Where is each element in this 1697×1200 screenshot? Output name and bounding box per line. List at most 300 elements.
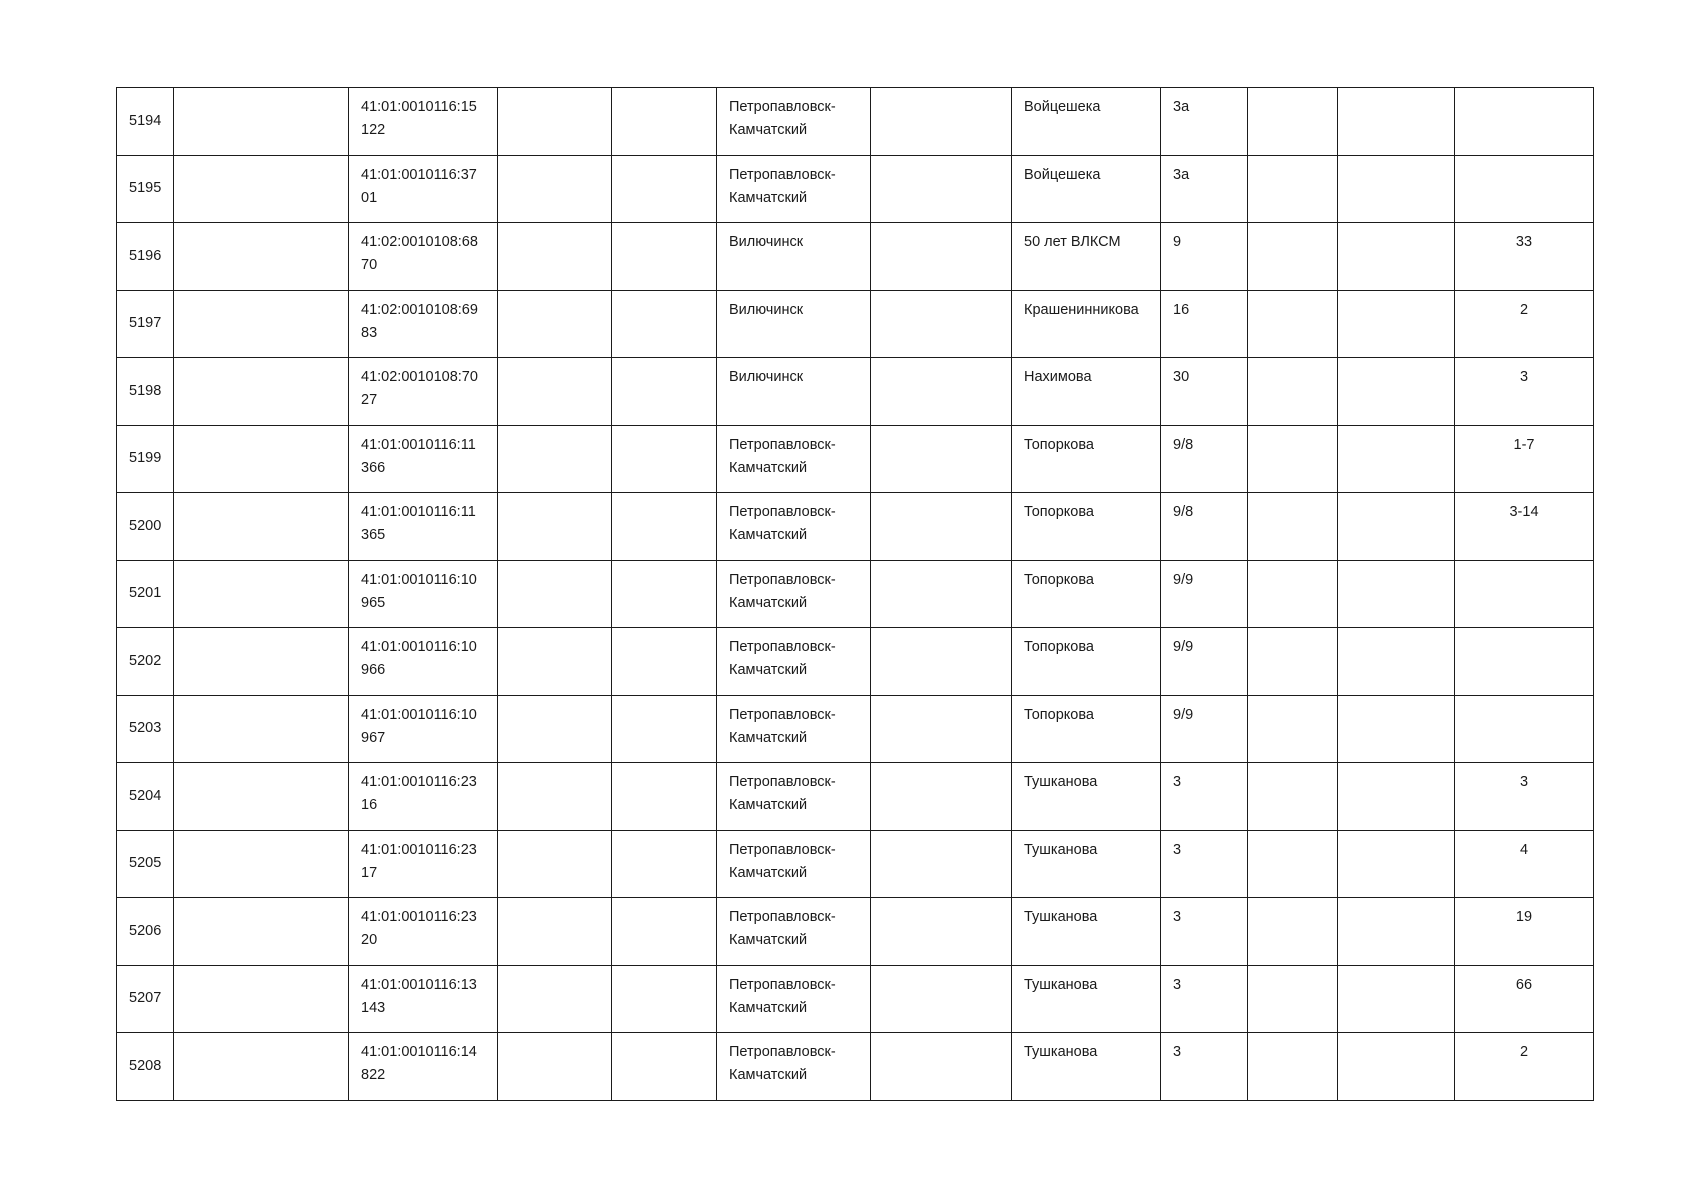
house-cell xyxy=(1161,763,1248,831)
apartment-cell xyxy=(1455,695,1594,763)
empty-cell xyxy=(174,358,349,426)
city-cell xyxy=(717,425,871,493)
house-number: 3а xyxy=(1173,99,1190,115)
city-line-1: Вилючинск xyxy=(729,301,804,318)
apartment-cell xyxy=(1455,223,1594,291)
city-cell xyxy=(717,763,871,831)
record-number: 5200 xyxy=(129,517,162,534)
empty-cell xyxy=(871,628,1012,696)
street-name: Тушканова xyxy=(1024,841,1098,858)
house-cell xyxy=(1161,425,1248,493)
apartment-number: 4 xyxy=(1519,841,1529,858)
record-number-cell xyxy=(117,695,174,763)
record-number-cell xyxy=(117,155,174,223)
street-name: Тушканова xyxy=(1024,976,1098,993)
empty-cell xyxy=(1338,290,1455,358)
apartment-cell xyxy=(1455,1033,1594,1101)
record-number: 5206 xyxy=(129,922,162,939)
empty-cell xyxy=(174,560,349,628)
cadastral-number-line-1: 41:01:0010116:37 xyxy=(361,166,477,183)
street-cell xyxy=(1012,830,1161,898)
cadastral-number-line-2: 27 xyxy=(361,392,378,408)
city-line-2: Камчатский xyxy=(729,459,808,476)
empty-cell xyxy=(871,155,1012,223)
empty-cell xyxy=(871,560,1012,628)
cadastral-number-cell xyxy=(349,493,498,561)
cadastral-number-cell xyxy=(349,290,498,358)
empty-cell xyxy=(174,830,349,898)
city-line-1: Петропавловск- xyxy=(729,841,836,858)
empty-cell xyxy=(1248,88,1338,156)
record-number-cell xyxy=(117,1033,174,1101)
apartment-cell xyxy=(1455,628,1594,696)
record-number: 5198 xyxy=(129,382,162,399)
city-line-1: Вилючинск xyxy=(729,234,804,250)
street-cell xyxy=(1012,965,1161,1033)
city-cell xyxy=(717,628,871,696)
house-cell xyxy=(1161,155,1248,223)
cadastral-number-line-1: 41:01:0010116:10 xyxy=(361,639,477,655)
city-cell xyxy=(717,898,871,966)
cadastral-number-line-2: 122 xyxy=(361,122,386,138)
city-line-2: Камчатский xyxy=(729,864,808,881)
empty-cell xyxy=(498,560,612,628)
street-name: Крашенинникова xyxy=(1024,301,1139,318)
cadastral-number-cell xyxy=(349,763,498,831)
street-cell xyxy=(1012,898,1161,966)
street-cell xyxy=(1012,560,1161,628)
empty-cell xyxy=(612,223,717,291)
city-line-2: Камчатский xyxy=(729,662,808,678)
house-cell xyxy=(1161,223,1248,291)
record-number: 5201 xyxy=(129,585,162,602)
empty-cell xyxy=(1248,155,1338,223)
table-body xyxy=(117,88,1594,1101)
cadastral-number-cell xyxy=(349,695,498,763)
cadastral-number-cell xyxy=(349,1033,498,1101)
record-number: 5204 xyxy=(129,787,162,804)
apartment-number: 3-14 xyxy=(1509,504,1539,520)
table-row xyxy=(117,965,1594,1033)
empty-cell xyxy=(1338,763,1455,831)
city-line-1: Петропавловск- xyxy=(729,436,836,453)
table-row xyxy=(117,425,1594,493)
table-row xyxy=(117,88,1594,156)
empty-cell xyxy=(498,290,612,358)
empty-cell xyxy=(1338,155,1455,223)
city-line-2: Камчатский xyxy=(729,594,808,611)
empty-cell xyxy=(612,560,717,628)
empty-cell xyxy=(174,425,349,493)
cadastral-number-line-2: 365 xyxy=(361,527,386,543)
table-row xyxy=(117,763,1594,831)
empty-cell xyxy=(612,88,717,156)
empty-cell xyxy=(174,493,349,561)
apartment-cell xyxy=(1455,965,1594,1033)
record-number-cell xyxy=(117,763,174,831)
apartment-cell xyxy=(1455,155,1594,223)
cadastral-number-line-1: 41:01:0010116:15 xyxy=(361,99,477,115)
house-number: 9/9 xyxy=(1173,706,1194,723)
street-cell xyxy=(1012,88,1161,156)
empty-cell xyxy=(871,830,1012,898)
city-line-1: Петропавловск- xyxy=(729,639,836,655)
house-number: 9/8 xyxy=(1173,504,1194,520)
empty-cell xyxy=(612,155,717,223)
empty-cell xyxy=(871,965,1012,1033)
records-table xyxy=(116,87,1594,1101)
empty-cell xyxy=(1338,965,1455,1033)
house-number: 3 xyxy=(1173,1044,1182,1060)
city-line-2: Камчатский xyxy=(729,1067,808,1083)
cadastral-number-cell xyxy=(349,425,498,493)
empty-cell xyxy=(498,1033,612,1101)
cadastral-number-line-1: 41:01:0010116:23 xyxy=(361,841,477,858)
house-number: 3 xyxy=(1173,976,1182,993)
cadastral-number-line-2: 70 xyxy=(361,257,378,273)
empty-cell xyxy=(174,628,349,696)
house-number: 30 xyxy=(1173,369,1190,385)
house-number: 3а xyxy=(1173,166,1190,183)
record-number: 5202 xyxy=(129,652,162,669)
apartment-cell xyxy=(1455,358,1594,426)
cadastral-number-line-1: 41:02:0010108:68 xyxy=(361,234,478,250)
apartment-number: 19 xyxy=(1515,909,1533,925)
city-line-2: Камчатский xyxy=(729,122,808,138)
table-row xyxy=(117,1033,1594,1101)
street-name: Тушканова xyxy=(1024,774,1098,790)
empty-cell xyxy=(174,898,349,966)
city-cell xyxy=(717,965,871,1033)
house-cell xyxy=(1161,830,1248,898)
record-number-cell xyxy=(117,965,174,1033)
empty-cell xyxy=(174,290,349,358)
record-number: 5197 xyxy=(129,315,162,332)
table-row xyxy=(117,358,1594,426)
cadastral-number-cell xyxy=(349,965,498,1033)
house-number: 3 xyxy=(1173,774,1182,790)
empty-cell xyxy=(1248,1033,1338,1101)
empty-cell xyxy=(498,223,612,291)
cadastral-number-line-2: 20 xyxy=(361,932,378,948)
city-cell xyxy=(717,1033,871,1101)
cadastral-number-line-2: 822 xyxy=(361,1067,386,1083)
empty-cell xyxy=(871,695,1012,763)
house-number: 9/9 xyxy=(1173,639,1194,655)
street-cell xyxy=(1012,425,1161,493)
empty-cell xyxy=(871,358,1012,426)
empty-cell xyxy=(1338,425,1455,493)
cadastral-number-line-1: 41:02:0010108:70 xyxy=(361,369,478,385)
cadastral-number-cell xyxy=(349,830,498,898)
empty-cell xyxy=(612,830,717,898)
cadastral-number-line-2: 01 xyxy=(361,189,378,206)
empty-cell xyxy=(1248,493,1338,561)
city-cell xyxy=(717,223,871,291)
record-number: 5208 xyxy=(129,1057,162,1074)
street-cell xyxy=(1012,628,1161,696)
cadastral-number-cell xyxy=(349,223,498,291)
city-line-1: Петропавловск- xyxy=(729,1044,836,1060)
empty-cell xyxy=(498,493,612,561)
record-number: 5203 xyxy=(129,720,162,737)
table-row xyxy=(117,493,1594,561)
empty-cell xyxy=(498,628,612,696)
street-cell xyxy=(1012,493,1161,561)
empty-cell xyxy=(498,88,612,156)
table-row xyxy=(117,560,1594,628)
street-name: Топоркова xyxy=(1024,504,1094,520)
cadastral-number-cell xyxy=(349,155,498,223)
house-cell xyxy=(1161,898,1248,966)
city-line-2: Камчатский xyxy=(729,797,808,813)
cadastral-number-line-2: 366 xyxy=(361,459,386,476)
record-number-cell xyxy=(117,223,174,291)
empty-cell xyxy=(612,358,717,426)
city-line-1: Петропавловск- xyxy=(729,571,836,588)
street-name: Топоркова xyxy=(1024,436,1094,453)
table-row xyxy=(117,290,1594,358)
empty-cell xyxy=(871,493,1012,561)
city-line-1: Петропавловск- xyxy=(729,909,836,925)
empty-cell xyxy=(1338,223,1455,291)
empty-cell xyxy=(612,628,717,696)
empty-cell xyxy=(871,763,1012,831)
empty-cell xyxy=(498,695,612,763)
empty-cell xyxy=(174,965,349,1033)
house-cell xyxy=(1161,628,1248,696)
record-number: 5205 xyxy=(129,855,162,872)
apartment-number: 2 xyxy=(1519,301,1529,318)
street-name: Топоркова xyxy=(1024,639,1094,655)
cadastral-number-line-2: 967 xyxy=(361,729,386,746)
street-name: Топоркова xyxy=(1024,571,1094,588)
cadastral-number-line-1: 41:01:0010116:11 xyxy=(361,436,476,453)
record-number-cell xyxy=(117,628,174,696)
empty-cell xyxy=(1338,898,1455,966)
city-line-2: Камчатский xyxy=(729,999,808,1016)
empty-cell xyxy=(612,898,717,966)
city-line-2: Камчатский xyxy=(729,729,808,746)
apartment-cell xyxy=(1455,425,1594,493)
empty-cell xyxy=(612,290,717,358)
house-cell xyxy=(1161,493,1248,561)
record-number: 5196 xyxy=(129,247,162,264)
cadastral-number-cell xyxy=(349,358,498,426)
cadastral-number-cell xyxy=(349,88,498,156)
street-cell xyxy=(1012,290,1161,358)
cadastral-number-line-1: 41:01:0010116:10 xyxy=(361,571,477,588)
cadastral-number-line-1: 41:02:0010108:69 xyxy=(361,301,478,318)
city-cell xyxy=(717,493,871,561)
empty-cell xyxy=(612,763,717,831)
empty-cell xyxy=(612,965,717,1033)
empty-cell xyxy=(174,1033,349,1101)
empty-cell xyxy=(1248,965,1338,1033)
city-cell xyxy=(717,155,871,223)
empty-cell xyxy=(1338,560,1455,628)
house-cell xyxy=(1161,1033,1248,1101)
empty-cell xyxy=(871,223,1012,291)
apartment-cell xyxy=(1455,830,1594,898)
house-cell xyxy=(1161,358,1248,426)
empty-cell xyxy=(612,1033,717,1101)
city-line-1: Петропавловск- xyxy=(729,504,836,520)
record-number: 5199 xyxy=(129,450,162,467)
street-cell xyxy=(1012,223,1161,291)
house-cell xyxy=(1161,965,1248,1033)
apartment-cell xyxy=(1455,898,1594,966)
apartment-number: 1-7 xyxy=(1513,436,1535,453)
street-cell xyxy=(1012,763,1161,831)
house-cell xyxy=(1161,88,1248,156)
house-cell xyxy=(1161,290,1248,358)
street-name: Нахимова xyxy=(1024,369,1092,385)
empty-cell xyxy=(174,88,349,156)
house-number: 3 xyxy=(1173,909,1182,925)
empty-cell xyxy=(1248,695,1338,763)
city-cell xyxy=(717,358,871,426)
table-row xyxy=(117,155,1594,223)
table-row xyxy=(117,830,1594,898)
empty-cell xyxy=(498,830,612,898)
cadastral-number-line-2: 966 xyxy=(361,662,386,678)
empty-cell xyxy=(498,155,612,223)
cadastral-number-cell xyxy=(349,898,498,966)
empty-cell xyxy=(871,898,1012,966)
empty-cell xyxy=(1338,493,1455,561)
apartment-cell xyxy=(1455,290,1594,358)
empty-cell xyxy=(1248,898,1338,966)
apartment-number: 66 xyxy=(1515,976,1533,993)
city-line-1: Петропавловск- xyxy=(729,774,836,790)
cadastral-number-line-2: 17 xyxy=(361,864,378,881)
city-line-1: Петропавловск- xyxy=(729,166,836,183)
house-number: 3 xyxy=(1173,841,1182,858)
city-cell xyxy=(717,695,871,763)
empty-cell xyxy=(1248,290,1338,358)
cadastral-number-cell xyxy=(349,560,498,628)
house-number: 9/9 xyxy=(1173,571,1194,588)
cadastral-number-line-1: 41:01:0010116:13 xyxy=(361,976,477,993)
apartment-cell xyxy=(1455,493,1594,561)
empty-cell xyxy=(1338,88,1455,156)
record-number-cell xyxy=(117,290,174,358)
street-cell xyxy=(1012,358,1161,426)
table-row xyxy=(117,628,1594,696)
empty-cell xyxy=(612,695,717,763)
cadastral-number-line-1: 41:01:0010116:23 xyxy=(361,909,477,925)
street-cell xyxy=(1012,695,1161,763)
cadastral-number-line-2: 83 xyxy=(361,324,378,341)
table-row xyxy=(117,898,1594,966)
apartment-number: 2 xyxy=(1519,1044,1529,1060)
record-number-cell xyxy=(117,88,174,156)
city-cell xyxy=(717,830,871,898)
record-number: 5207 xyxy=(129,990,162,1007)
empty-cell xyxy=(1248,628,1338,696)
city-line-1: Вилючинск xyxy=(729,369,804,385)
street-cell xyxy=(1012,1033,1161,1101)
empty-cell xyxy=(1248,425,1338,493)
table-row xyxy=(117,223,1594,291)
street-cell xyxy=(1012,155,1161,223)
empty-cell xyxy=(174,155,349,223)
cadastral-number-line-1: 41:01:0010116:11 xyxy=(361,504,476,520)
apartment-number: 33 xyxy=(1515,234,1533,250)
empty-cell xyxy=(1248,560,1338,628)
city-line-1: Петропавловск- xyxy=(729,976,836,993)
empty-cell xyxy=(1338,628,1455,696)
apartment-cell xyxy=(1455,560,1594,628)
cadastral-number-line-2: 965 xyxy=(361,594,386,611)
city-line-2: Камчатский xyxy=(729,527,808,543)
street-name: Войцешека xyxy=(1024,166,1101,183)
street-name: Тушканова xyxy=(1024,1044,1098,1060)
empty-cell xyxy=(498,898,612,966)
cadastral-number-line-1: 41:01:0010116:14 xyxy=(361,1044,477,1060)
empty-cell xyxy=(498,425,612,493)
cadastral-number-cell xyxy=(349,628,498,696)
record-number-cell xyxy=(117,493,174,561)
empty-cell xyxy=(871,88,1012,156)
record-number-cell xyxy=(117,898,174,966)
record-number: 5194 xyxy=(129,112,162,129)
cadastral-number-line-1: 41:01:0010116:23 xyxy=(361,774,477,790)
empty-cell xyxy=(498,763,612,831)
apartment-number: 3 xyxy=(1519,369,1529,385)
city-line-2: Камчатский xyxy=(729,189,808,206)
house-number: 9 xyxy=(1173,234,1182,250)
empty-cell xyxy=(612,493,717,561)
city-line-2: Камчатский xyxy=(729,932,808,948)
record-number-cell xyxy=(117,830,174,898)
street-name: 50 лет ВЛКСМ xyxy=(1024,234,1121,250)
empty-cell xyxy=(174,695,349,763)
empty-cell xyxy=(1248,358,1338,426)
city-line-1: Петропавловск- xyxy=(729,706,836,723)
empty-cell xyxy=(1248,763,1338,831)
table-row xyxy=(117,695,1594,763)
record-number-cell xyxy=(117,560,174,628)
cadastral-number-line-2: 143 xyxy=(361,999,386,1016)
city-line-1: Петропавловск- xyxy=(729,99,836,115)
street-name: Войцешека xyxy=(1024,99,1101,115)
street-name: Тушканова xyxy=(1024,909,1098,925)
apartment-number: 3 xyxy=(1519,774,1529,790)
city-cell xyxy=(717,560,871,628)
house-cell xyxy=(1161,695,1248,763)
empty-cell xyxy=(1338,695,1455,763)
record-number-cell xyxy=(117,358,174,426)
house-number: 16 xyxy=(1173,301,1190,318)
house-cell xyxy=(1161,560,1248,628)
empty-cell xyxy=(1338,830,1455,898)
empty-cell xyxy=(1338,1033,1455,1101)
city-cell xyxy=(717,290,871,358)
cadastral-number-line-2: 16 xyxy=(361,797,378,813)
apartment-cell xyxy=(1455,763,1594,831)
record-number: 5195 xyxy=(129,180,162,197)
empty-cell xyxy=(498,358,612,426)
cadastral-number-line-1: 41:01:0010116:10 xyxy=(361,706,477,723)
record-number-cell xyxy=(117,425,174,493)
empty-cell xyxy=(498,965,612,1033)
empty-cell xyxy=(174,763,349,831)
house-number: 9/8 xyxy=(1173,436,1194,453)
city-cell xyxy=(717,88,871,156)
street-name: Топоркова xyxy=(1024,706,1094,723)
